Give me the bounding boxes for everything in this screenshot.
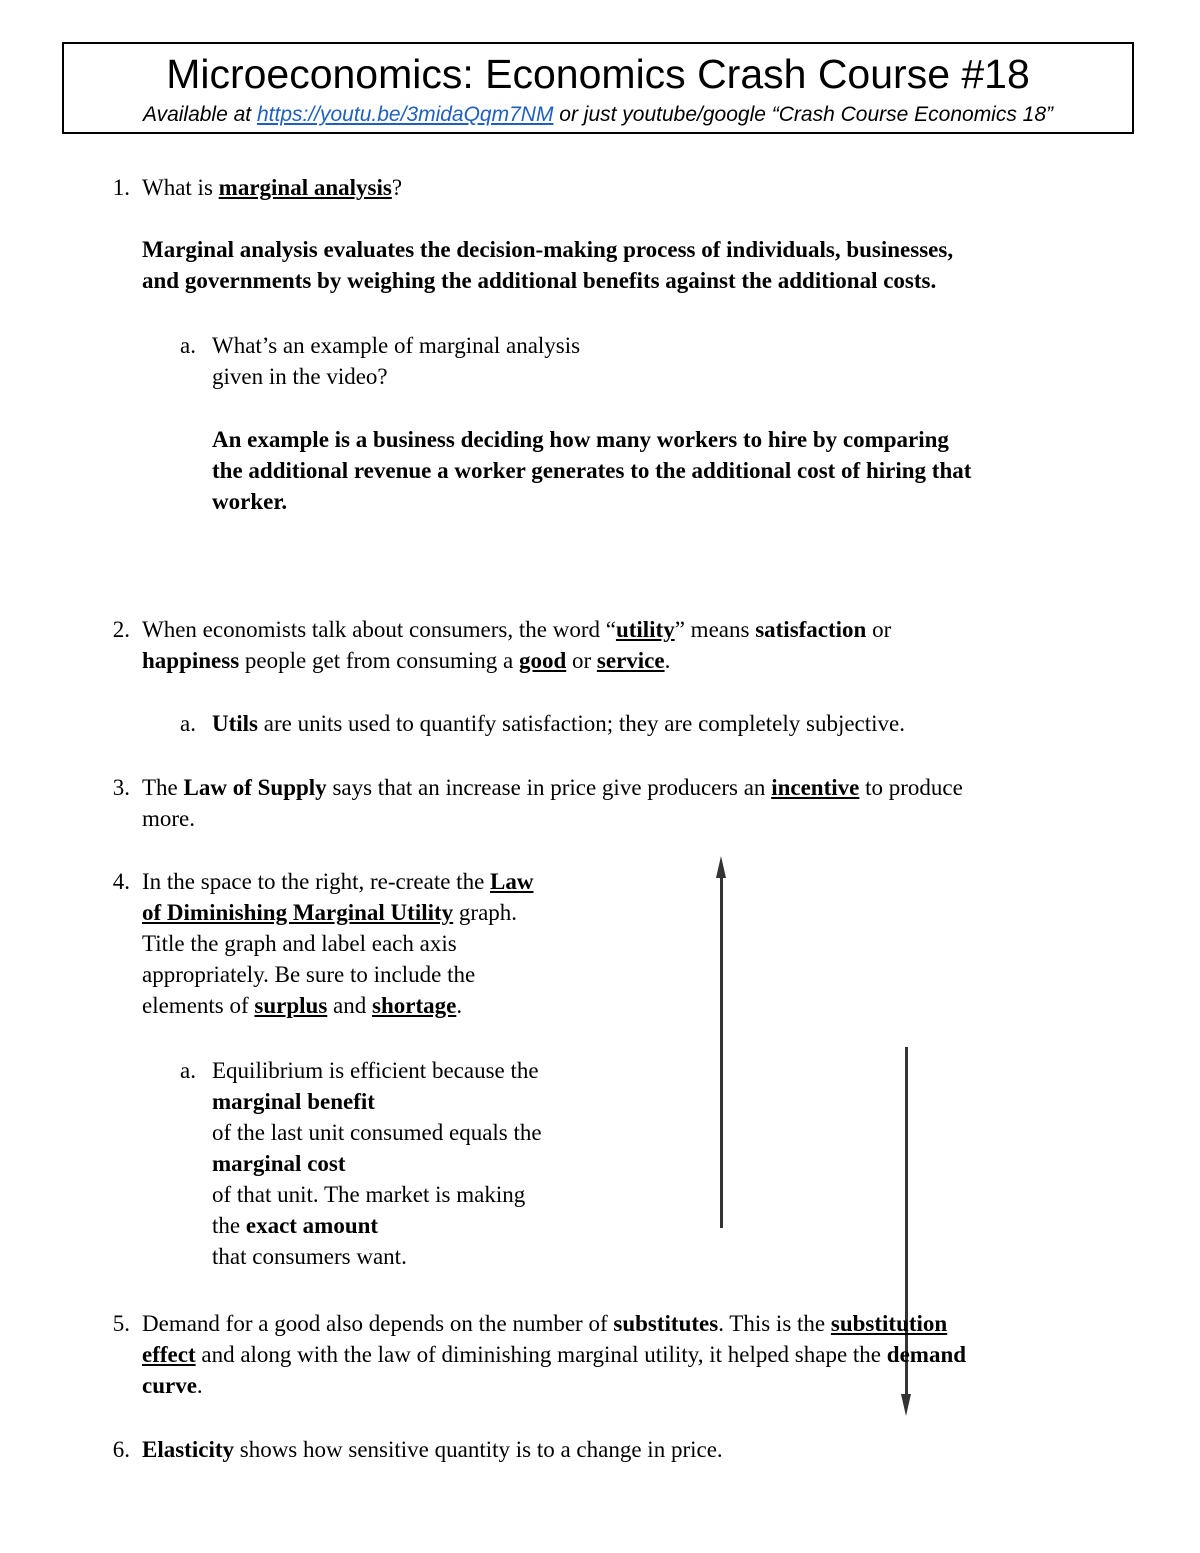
q4-l1-term: Law <box>490 869 534 894</box>
q5-substitutes: substitutes <box>613 1311 719 1336</box>
q4a-line5: of that unit. The market is making <box>212 1182 526 1207</box>
q1a-line1: What’s an example of marginal analysis <box>212 333 581 358</box>
q2-t2: ” means <box>674 617 756 642</box>
q4a-exact-amount: exact amount <box>245 1213 379 1238</box>
q3-t1: The <box>142 775 184 800</box>
q2a-text <box>212 708 905 739</box>
q2-utility: utility <box>615 617 675 642</box>
q4a-line3: of the last unit consumed equals the <box>212 1120 542 1145</box>
video-link[interactable]: https://youtu.be/3midaQqm7NM <box>256 103 554 126</box>
q5-t2: . This is the <box>718 1311 831 1336</box>
q4a-label: a. <box>180 1058 196 1083</box>
q2-satisfaction: satisfaction <box>755 617 867 642</box>
q5-t1: Demand for a good also depends on the number of <box>142 1311 614 1336</box>
q4-l2-term: of Diminishing Marginal Utility <box>142 900 454 925</box>
q2-t4: people get from consuming a <box>239 648 519 673</box>
q1a-label: a. <box>180 333 196 358</box>
q4a-line6-pre: the <box>212 1213 246 1238</box>
q4-l5-pre: elements of <box>142 993 255 1018</box>
subtitle-prefix: Available at <box>142 103 257 126</box>
subtitle <box>64 102 1132 128</box>
q6-text <box>142 1434 723 1465</box>
vertical-axis-line <box>720 870 723 1228</box>
q1-number: 1. <box>112 175 130 200</box>
q2a-label: a. <box>180 711 196 736</box>
q2-number: 2. <box>112 617 130 642</box>
q3-t2: says that an increase in price give producers an <box>326 775 772 800</box>
q1-answer <box>142 234 953 296</box>
q2-good: good <box>518 648 567 673</box>
q1a-line2: given in the video? <box>212 364 388 389</box>
q4-l3: Title the graph and label each axis <box>142 931 457 956</box>
q3-number: 3. <box>112 775 130 800</box>
q1-question <box>142 172 402 203</box>
q4a-marginal-benefit: marginal benefit <box>212 1089 375 1114</box>
page-title: Microeconomics: Economics Crash Course #18 <box>166 51 1030 97</box>
q4a-line7: that consumers want. <box>212 1244 407 1269</box>
q1a-answer <box>212 424 971 517</box>
q4-shortage: shortage <box>372 993 457 1018</box>
q3-text <box>142 772 963 834</box>
q6-elasticity: Elasticity <box>142 1437 234 1462</box>
q4a-line1: Equilibrium is efficient because the <box>212 1058 539 1083</box>
q2-t1: When economists talk about consumers, the word “ <box>142 617 616 642</box>
q2-text <box>142 614 891 676</box>
q2-t6: . <box>664 648 671 673</box>
q4-number: 4. <box>112 869 130 894</box>
q4-surplus: surplus <box>254 993 328 1018</box>
q5-text <box>142 1308 966 1401</box>
q1a-answer-line1: An example is a business deciding how many workers to hire by comparing <box>212 427 949 452</box>
subtitle-suffix: or just youtube/google “Crash Course Economics 18” <box>553 103 1054 126</box>
q5-substitution: substitution <box>830 1311 948 1336</box>
q4-l2-post: graph. <box>453 900 518 925</box>
title-box <box>62 42 1134 134</box>
q2a-utils: Utils <box>212 711 258 736</box>
q4-l4: appropriately. Be sure to include the <box>142 962 476 987</box>
q1-answer-line2: and governments by weighing the additional benefits against the additional costs. <box>142 268 937 293</box>
q1-answer-line1: Marginal analysis evaluates the decision-making process of individuals, businesses, <box>142 237 954 262</box>
q5-number: 5. <box>112 1311 130 1336</box>
q3-line2: more. <box>142 806 196 831</box>
q1-pre: What is <box>142 175 219 200</box>
q4a-marginal-cost: marginal cost <box>212 1151 346 1176</box>
q2a-rest: are units used to quantify satisfaction; they are completely subjective. <box>258 711 905 736</box>
q6-rest: shows how sensitive quantity is to a change in price. <box>234 1437 723 1462</box>
q4a-text <box>212 1055 542 1272</box>
q5-t3: and along with the law of diminishing marginal utility, it helped shape the <box>195 1342 887 1367</box>
q6-number: 6. <box>112 1437 130 1462</box>
q5-curve: curve <box>142 1373 197 1398</box>
q3-t3: to produce <box>859 775 963 800</box>
q2-service: service <box>596 648 665 673</box>
q1-term: marginal analysis <box>218 175 392 200</box>
q4-text <box>142 866 533 1021</box>
q5-demand: demand <box>886 1342 967 1367</box>
q1a-question <box>212 330 580 392</box>
q1a-answer-line2: the additional revenue a worker generates to the additional cost of hiring that <box>212 458 972 483</box>
q1-post: ? <box>391 175 403 200</box>
q3-incentive: incentive <box>771 775 860 800</box>
q2-t5: or <box>566 648 597 673</box>
q2-happiness: happiness <box>142 648 240 673</box>
q4-l5-mid: and <box>327 993 372 1018</box>
q5-effect: effect <box>142 1342 196 1367</box>
q2-t3: or <box>866 617 892 642</box>
q4-l1-pre: In the space to the right, re-create the <box>142 869 491 894</box>
q4-l5-post: . <box>456 993 463 1018</box>
q1a-answer-line3: worker. <box>212 489 288 514</box>
q3-law: Law of Supply <box>183 775 327 800</box>
q5-t4: . <box>196 1373 203 1398</box>
